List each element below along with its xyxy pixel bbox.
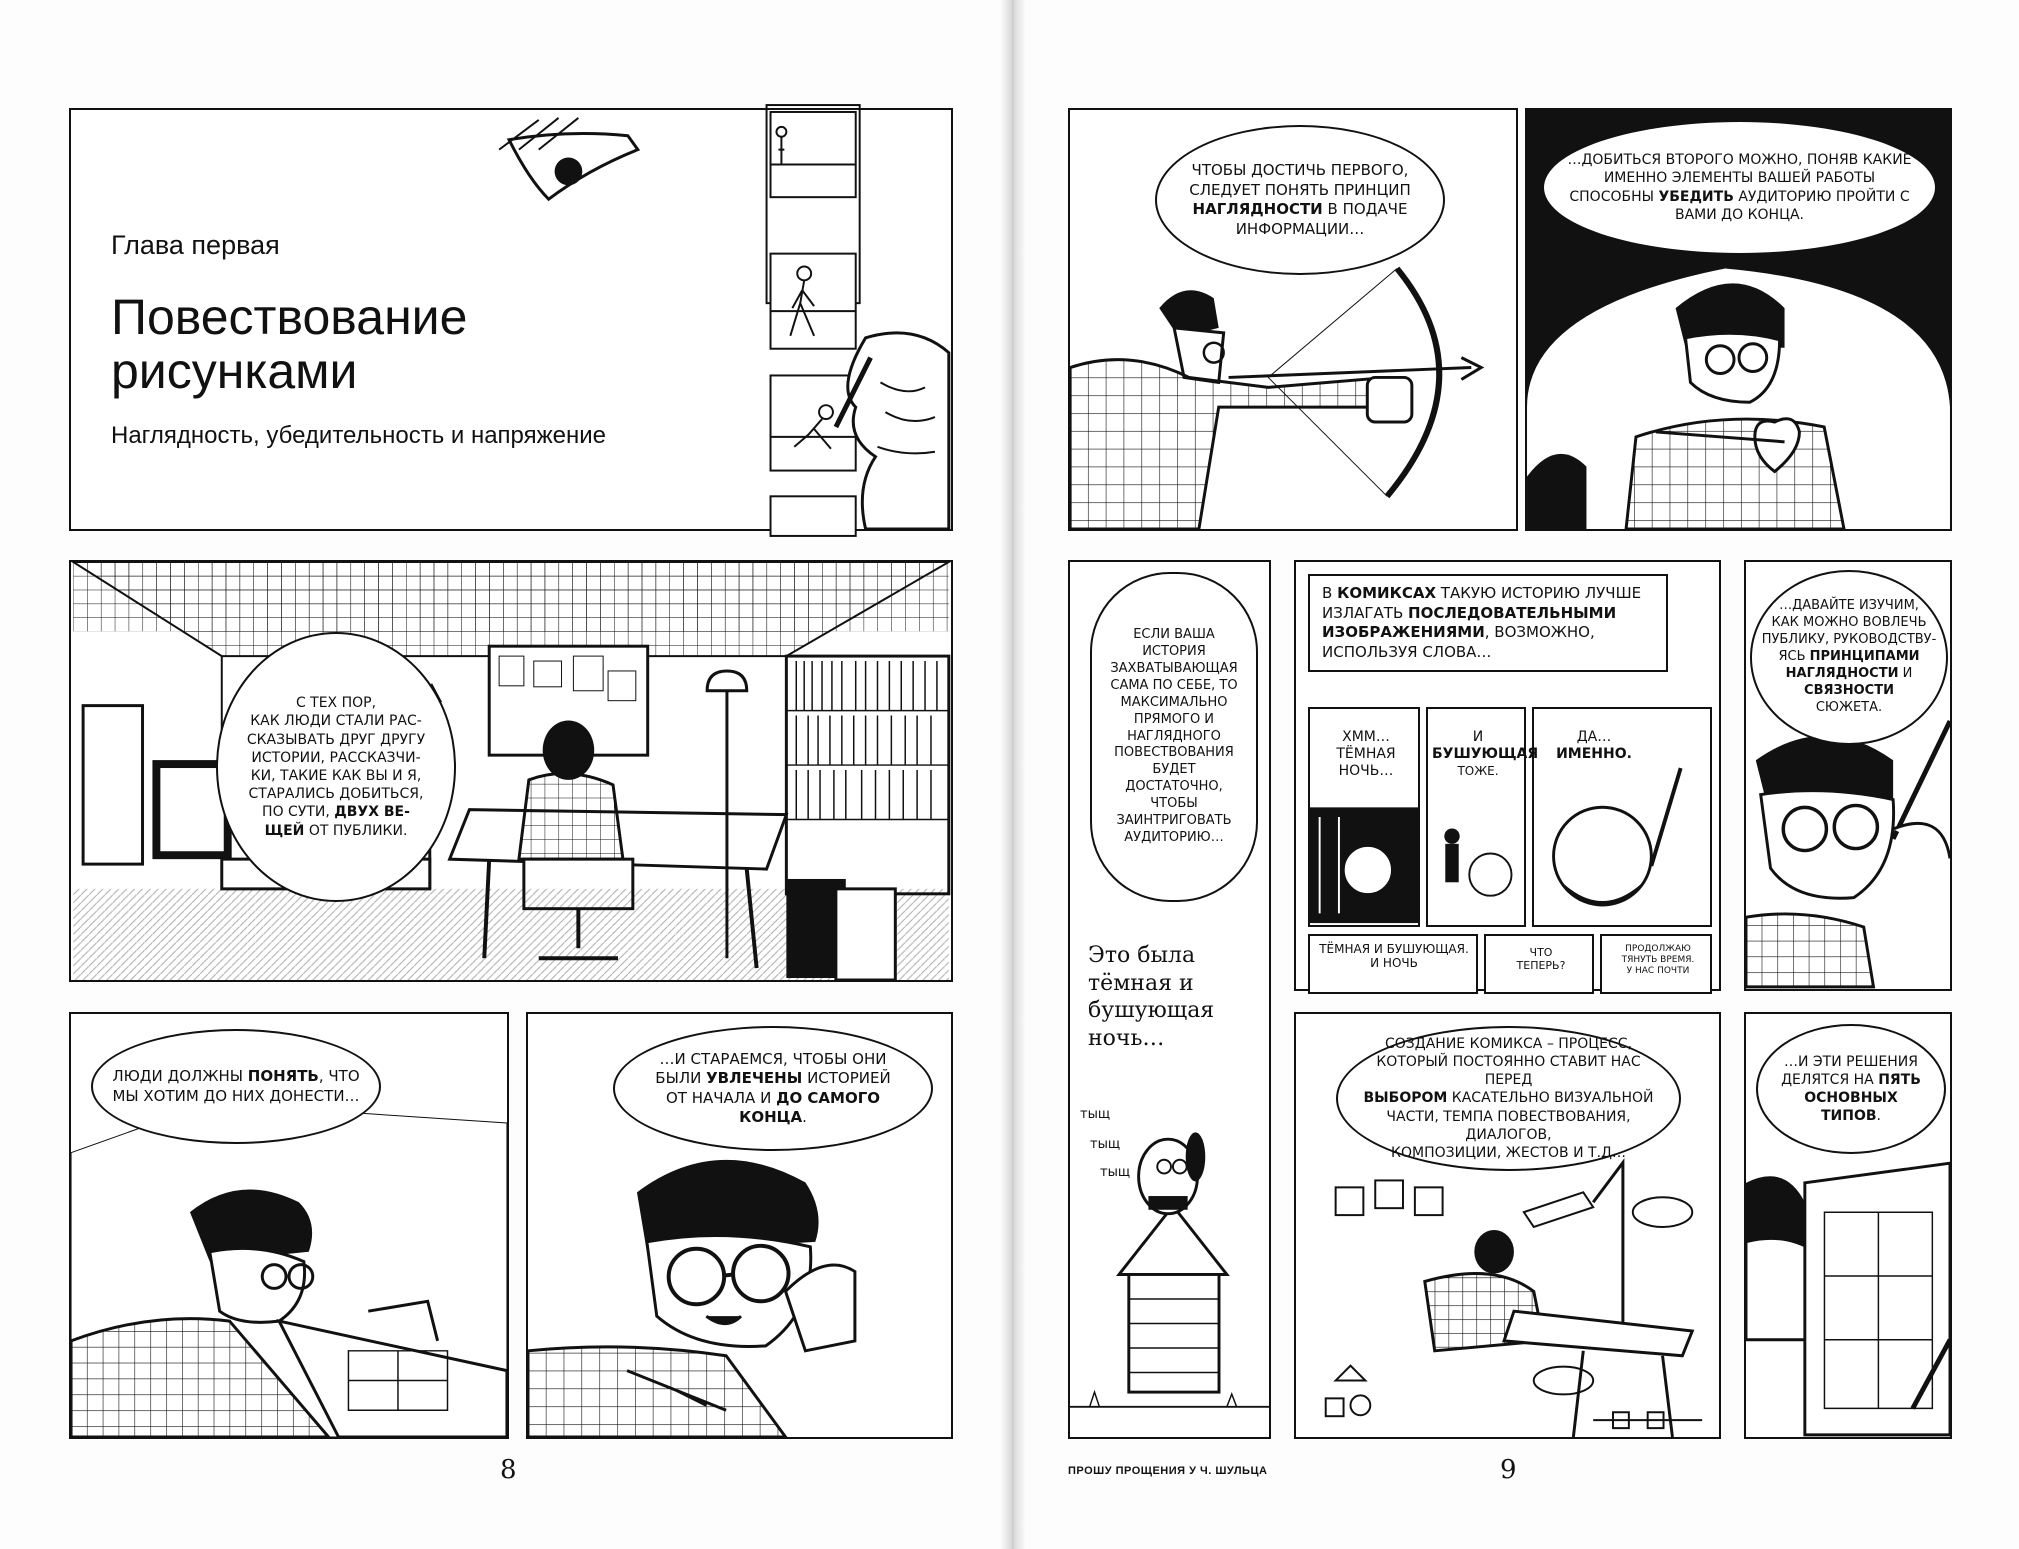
mini-text: БУШУЮЩАЯ bbox=[1432, 745, 1539, 762]
drawing-man-panel bbox=[69, 1012, 509, 1439]
bubble-line: САМА ПО СЕБЕ, ТО bbox=[1110, 677, 1238, 693]
bubble-emphasis: НАГЛЯДНОСТИ bbox=[1785, 665, 1899, 681]
mini-text: ПРОДОЛЖАЮ bbox=[1625, 944, 1691, 954]
bubble-line: ПО СУТИ, bbox=[262, 804, 330, 821]
bubble-line: ЕСЛИ ВАША bbox=[1133, 627, 1215, 643]
bubble-emphasis: ЩЕЙ bbox=[264, 822, 305, 839]
study-bubble bbox=[1750, 570, 1948, 745]
bubble-emphasis: ПОНЯТЬ bbox=[247, 1067, 319, 1085]
mini-panel-bottom-2 bbox=[1484, 934, 1594, 994]
archer-panel bbox=[1068, 108, 1518, 531]
convince-bubble bbox=[1542, 120, 1937, 255]
bubble-text: ИСТОРИЕЙ bbox=[807, 1069, 891, 1087]
bubble-text: ЯСЬ bbox=[1778, 649, 1806, 665]
mini-panel-stormy bbox=[1426, 707, 1539, 927]
bubble-text: ПУБЛИКУ, РУКОВОДСТВУ- bbox=[1761, 632, 1937, 648]
bubble-text: КОМПОЗИЦИИ, ЖЕСТОВ И Т.Д… bbox=[1391, 1144, 1626, 1161]
bubble-text: …И СТАРАЕМСЯ, ЧТОБЫ ОНИ bbox=[659, 1049, 887, 1068]
bubble-text: ЧАСТИ, ТЕМПА ПОВЕСТВОВАНИЯ, ДИАЛОГОВ, bbox=[1386, 1108, 1631, 1143]
bubble-line: ПОВЕСТВОВАНИЯ bbox=[1114, 745, 1234, 761]
bubble-line: ЧТОБЫ bbox=[1150, 796, 1198, 812]
mini-text: ТЯНУТЬ ВРЕМЯ. bbox=[1621, 954, 1695, 965]
chapter-label: Глава первая bbox=[111, 230, 280, 260]
page-number-right: 9 bbox=[1500, 1455, 1517, 1485]
five-types-panel bbox=[1744, 1012, 1952, 1439]
caption-text: , ВОЗМОЖНО, ИСПОЛЬЗУЯ bbox=[1322, 623, 1595, 661]
bubble-emphasis: ДО САМОГО bbox=[776, 1088, 881, 1107]
bubble-line: КАК ЛЮДИ СТАЛИ РАС- bbox=[250, 713, 422, 730]
bubble-line: АУДИТОРИЮ… bbox=[1124, 829, 1224, 845]
bubble-text: КАК МОЖНО ВОВЛЕЧЬ bbox=[1771, 615, 1927, 631]
bubble-line: ДОСТАТОЧНО, bbox=[1125, 779, 1223, 795]
book-gutter bbox=[1000, 0, 1026, 1549]
typed-line: тёмная и bbox=[1088, 970, 1194, 996]
bubble-text: . bbox=[1876, 1108, 1881, 1125]
bubble-text: ВАМИ ДО КОНЦА. bbox=[1675, 206, 1804, 223]
study-panel bbox=[1744, 560, 1952, 991]
chapter-subtitle: Наглядность, убедительность и напряжение bbox=[111, 422, 607, 449]
caption-text: СЛОВА… bbox=[1422, 642, 1492, 661]
caption-text: ИЗЛАГАТЬ bbox=[1322, 603, 1404, 622]
mini-text: ТЁМНАЯ bbox=[1336, 745, 1396, 762]
page-number-left: 8 bbox=[500, 1455, 517, 1485]
bubble-text: СПОСОБНЫ bbox=[1569, 188, 1654, 205]
bubble-line: БУДЕТ bbox=[1152, 762, 1196, 778]
bubble-text: СОЗДАНИЕ КОМИКСА – ПРОЦЕСС, bbox=[1385, 1035, 1632, 1052]
typed-line: Это была bbox=[1088, 943, 1196, 968]
comics-sequence-panel bbox=[1294, 560, 1721, 991]
bubble-line: ИСТОРИЯ bbox=[1142, 644, 1206, 660]
mini-text: ЧТО bbox=[1529, 946, 1553, 959]
chapter-title-panel bbox=[69, 108, 953, 531]
running-head: ПРОШУ ПРОЩЕНИЯ У Ч. ШУЛЬЦА bbox=[1068, 1465, 1268, 1477]
mini-panel-exactly bbox=[1532, 707, 1712, 927]
mini-text: ТЁМНАЯ И БУШУЮЩАЯ. bbox=[1319, 942, 1469, 956]
bubble-line: ЗАИНТРИГОВАТЬ bbox=[1116, 813, 1232, 828]
chapter-title: Повествование рисунками bbox=[111, 289, 468, 399]
choices-bubble bbox=[1336, 1026, 1681, 1171]
bubble-text: БЫЛИ bbox=[655, 1069, 702, 1087]
typed-line: ночь… bbox=[1088, 1025, 1165, 1051]
mini-panel-dark-night bbox=[1308, 707, 1420, 927]
bubble-line: ПРЯМОГО И bbox=[1133, 711, 1215, 727]
mini-text: У НАС ПОЧТИ bbox=[1626, 965, 1690, 976]
bubble-line: ЗАХВАТЫВАЮЩАЯ bbox=[1110, 660, 1238, 676]
bubble-line: С ТЕХ ПОР, bbox=[295, 695, 377, 712]
bubble-text: ИМЕННО ЭЛЕМЕНТЫ ВАШЕЙ РАБОТЫ bbox=[1603, 170, 1876, 187]
glasses-man-panel bbox=[526, 1012, 953, 1439]
mini-text: ТЕПЕРЬ? bbox=[1516, 959, 1566, 973]
choices-panel bbox=[1294, 1012, 1721, 1439]
bubble-text: АУДИТОРИЮ ПРОЙТИ С bbox=[1738, 188, 1910, 205]
bubble-text: …ДАВАЙТЕ ИЗУЧИМ, bbox=[1779, 598, 1919, 614]
story-bubble bbox=[1090, 572, 1258, 902]
engaged-bubble bbox=[613, 1026, 933, 1151]
bubble-text: СЮЖЕТА. bbox=[1815, 699, 1883, 715]
bubble-emphasis: НАГЛЯДНОСТИ bbox=[1192, 200, 1323, 218]
bubble-text: ОТ НАЧАЛА И bbox=[665, 1088, 772, 1107]
bubble-emphasis: ОСНОВНЫХ bbox=[1804, 1090, 1898, 1106]
bubble-text: …ДОБИТЬСЯ ВТОРОГО МОЖНО, ПОНЯВ КАКИЕ bbox=[1567, 152, 1912, 169]
bubble-text: . bbox=[802, 1108, 807, 1126]
bubble-line: КИ, ТАКИЕ КАК ВЫ И Я, bbox=[250, 768, 422, 784]
bubble-emphasis: ДВУХ ВЕ- bbox=[334, 804, 410, 821]
mini-panel-bottom-1 bbox=[1308, 934, 1478, 994]
typed-line: бушующая bbox=[1088, 998, 1215, 1023]
bubble-text: В ПОДАЧЕ bbox=[1327, 200, 1408, 218]
studio-panel bbox=[69, 560, 953, 982]
mini-text: ТОЖЕ. bbox=[1457, 763, 1499, 778]
mini-text: И bbox=[1472, 729, 1484, 745]
understand-bubble bbox=[91, 1029, 381, 1144]
mini-text: ИМЕННО. bbox=[1556, 745, 1632, 762]
bubble-text: ДЕЛЯТСЯ НА bbox=[1781, 1071, 1874, 1088]
typing-sfx-3: тыщ bbox=[1100, 1165, 1131, 1180]
caption-emphasis: КОМИКСАХ bbox=[1337, 584, 1437, 602]
bubble-line: СКАЗЫВАТЬ ДРУГ ДРУГУ bbox=[246, 731, 426, 748]
bubble-text: СЛЕДУЕТ ПОНЯТЬ ПРИНЦИП bbox=[1189, 180, 1411, 199]
bubble-emphasis: УБЕДИТЬ bbox=[1658, 188, 1734, 205]
bubble-emphasis: ТИПОВ bbox=[1820, 1108, 1877, 1125]
mini-text: И НОЧЬ bbox=[1370, 956, 1418, 971]
bubble-text: МЫ ХОТИМ ДО НИХ ДОНЕСТИ… bbox=[112, 1086, 360, 1105]
mini-panel-bottom-3 bbox=[1600, 934, 1712, 994]
bubble-line: ИСТОРИИ, РАССКАЗЧИ- bbox=[251, 749, 421, 766]
typing-sfx-2: тыщ bbox=[1090, 1137, 1121, 1152]
studio-illustration bbox=[71, 562, 951, 980]
bubble-line: МАКСИМАЛЬНО bbox=[1120, 694, 1228, 710]
typing-sfx-1: тыщ bbox=[1080, 1107, 1111, 1122]
clarity-bubble bbox=[1155, 125, 1445, 275]
caption-text: ТАКУЮ ИСТОРИЮ ЛУЧШЕ bbox=[1440, 584, 1642, 602]
bubble-emphasis: ВЫБОРОМ bbox=[1363, 1090, 1448, 1107]
typed-story-text bbox=[1088, 942, 1258, 1052]
caption-emphasis: ИЗОБРАЖЕНИЯМИ bbox=[1322, 623, 1485, 641]
bubble-emphasis: ПРИНЦИПАМИ bbox=[1809, 649, 1920, 665]
caption-emphasis: ПОСЛЕДОВАТЕЛЬНЫМИ bbox=[1408, 603, 1617, 622]
comics-caption bbox=[1308, 574, 1668, 672]
caption-text: В bbox=[1322, 584, 1333, 602]
bubble-text: ЛЮДИ ДОЛЖНЫ bbox=[112, 1067, 243, 1085]
bubble-line: СТАРАЛИСЬ ДОБИТЬСЯ, bbox=[248, 786, 424, 803]
bubble-emphasis: СВЯЗНОСТИ bbox=[1804, 682, 1894, 698]
mini-text: ДА… bbox=[1576, 729, 1612, 745]
five-types-bubble bbox=[1756, 1024, 1946, 1154]
bubble-text: ЧТОБЫ ДОСТИЧЬ ПЕРВОГО, bbox=[1191, 161, 1409, 179]
bubble-line: НАГЛЯДНОГО bbox=[1127, 728, 1221, 744]
studio-speech-bubble bbox=[216, 632, 456, 902]
bubble-line: ОТ ПУБЛИКИ. bbox=[308, 822, 408, 839]
bubble-emphasis: ПЯТЬ bbox=[1878, 1071, 1921, 1088]
heart-panel bbox=[1525, 108, 1952, 531]
bubble-text: , ЧТО bbox=[318, 1067, 360, 1085]
mini-text: НОЧЬ… bbox=[1338, 762, 1394, 779]
bubble-emphasis: КОНЦА bbox=[739, 1108, 803, 1126]
bubble-text: ИНФОРМАЦИИ… bbox=[1235, 219, 1365, 238]
bubble-emphasis: УВЛЕЧЕНЫ bbox=[706, 1069, 803, 1087]
bubble-text: …И ЭТИ РЕШЕНИЯ bbox=[1783, 1053, 1918, 1070]
mini-text: ХММ… bbox=[1342, 729, 1390, 745]
bubble-text: КАСАТЕЛЬНО ВИЗУАЛЬНОЙ bbox=[1451, 1090, 1654, 1107]
bubble-text: КОТОРЫЙ ПОСТОЯННО СТАВИТ НАС ПЕРЕД bbox=[1376, 1054, 1641, 1089]
doghouse-panel bbox=[1068, 560, 1271, 1439]
bubble-text: И bbox=[1902, 665, 1913, 681]
